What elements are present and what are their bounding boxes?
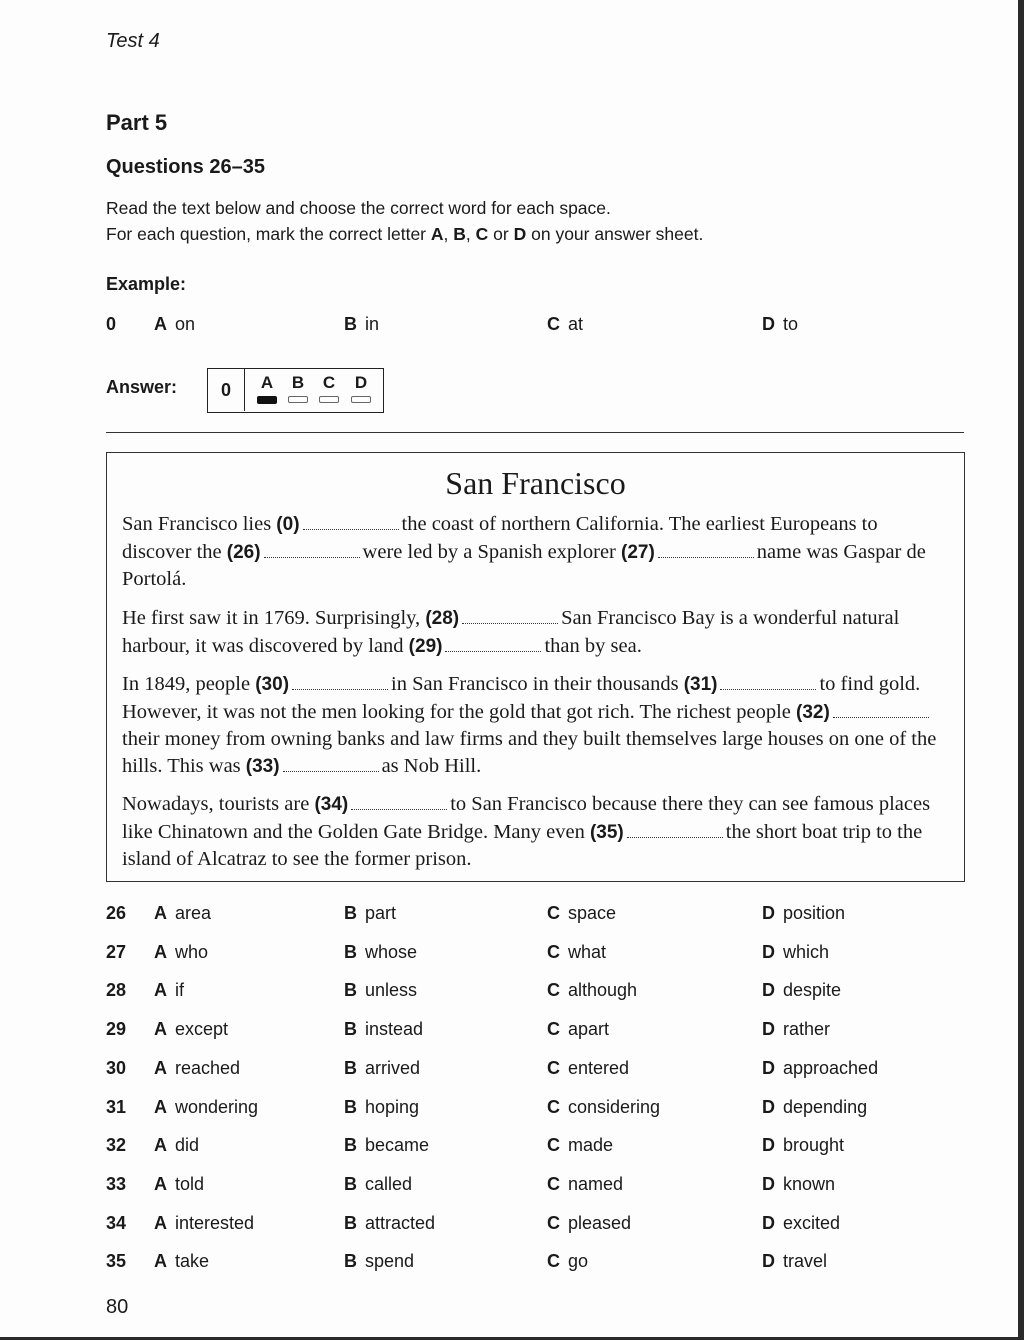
question-option-c: C space [547,903,617,923]
question-option-b: B attracted [344,1212,436,1233]
question-option-d: D depending [762,1096,868,1117]
test-label: Test 4 [106,30,160,52]
question-option-c: C named [547,1173,624,1194]
passage-title: San Francisco [445,465,626,501]
question-row [106,1174,966,1200]
question-number: 26 [106,903,127,923]
question-option-a: A reached [154,1057,241,1078]
question-option-c: C go [547,1251,589,1272]
example-option-a: A on [154,314,196,334]
question-option-a: A area [154,903,212,923]
answer-bubble-b: B [285,373,311,403]
question-row [106,1135,966,1161]
questions-range: Questions 26–35 [106,156,265,178]
question-option-a: A wondering [154,1096,259,1117]
question-option-a: A did [154,1135,200,1156]
question-row [106,903,966,929]
question-option-d: D rather [762,1019,831,1040]
question-option-a: A told [154,1173,205,1194]
example-option-b: B in [344,314,380,334]
passage-paragraph-4: Nowadays, tourists are (34) to San Francisco because there they can see famous places like Chinatown and the Golden Gate Bridge. Many even (35) the short boat trip to the island of Alcatraz to see the former prison. [122,793,931,870]
question-option-d: D approached [762,1057,879,1078]
question-option-d: D known [762,1173,836,1194]
answer-bubble-a: A [254,373,280,404]
question-number: 35 [106,1251,127,1272]
question-option-a: A take [154,1251,210,1272]
question-number: 28 [106,980,127,1001]
question-option-d: D position [762,903,846,923]
passage-paragraph-3: In 1849, people (30) in San Francisco in their thousands (31) to find gold. However, it was not the men looking for the gold that got rich. The richest people (32)their money from owning banks and law firms and they built themselves large houses on one of the hills. This was (33) as Nob Hill. [122,673,937,777]
empty-bubble-icon [351,396,371,403]
question-option-c: C pleased [547,1212,632,1233]
example-number: 0 [106,314,117,334]
question-number: 30 [106,1057,127,1078]
question-option-d: D brought [762,1135,845,1156]
question-option-d: D which [762,941,830,962]
question-option-b: B whose [344,941,418,962]
passage-paragraph-2: He first saw it in 1769. Surprisingly, (28) San Francisco Bay is a wonderful natural harbour, it was discovered by land (29) than by sea. [122,607,900,657]
question-option-c: C apart [547,1019,610,1040]
question-option-b: B unless [344,980,418,1001]
question-option-a: A if [154,980,184,1001]
question-option-b: B spend [344,1251,415,1272]
question-option-b: B part [344,903,397,923]
question-option-c: C considering [547,1096,661,1117]
question-option-d: D travel [762,1251,828,1272]
question-row [106,1019,966,1045]
question-number: 29 [106,1019,127,1040]
example-option-c: C at [547,314,584,334]
question-row [106,980,966,1006]
question-option-c: C what [547,941,607,962]
question-option-b: B instead [344,1019,424,1040]
instruction-line-1: Read the text below and choose the correct word for each space. [106,198,611,218]
page-edge [1018,0,1024,1340]
instruction-line-2: For each question, mark the correct letter A, B, C or D on your answer sheet. [106,224,704,244]
answer-number: 0 [208,369,245,411]
example-row [106,314,966,340]
question-option-c: C made [547,1135,614,1156]
passage-paragraph-1: San Francisco lies (0) the coast of northern California. The earliest Europeans to discover the (26) were led by a Spanish explorer (27) name was Gaspar de Portolá. [122,513,926,590]
filled-bubble-icon [257,396,277,404]
question-option-c: C entered [547,1057,630,1078]
answer-bubble-c: C [316,373,342,403]
question-option-a: A except [154,1019,229,1040]
answer-bubble-d: D [348,373,374,403]
question-row [106,942,966,968]
question-row [106,1097,966,1123]
page-number: 80 [106,1296,129,1318]
answer-grid [207,368,384,413]
question-row [106,1251,966,1277]
question-option-a: A who [154,941,209,962]
empty-bubble-icon [288,396,308,403]
empty-bubble-icon [319,396,339,403]
question-number: 31 [106,1096,127,1117]
question-row [106,1213,966,1239]
question-row [106,1058,966,1084]
part-title: Part 5 [106,110,168,135]
question-number: 34 [106,1212,127,1233]
question-option-d: D despite [762,980,842,1001]
answer-label: Answer: [106,377,178,397]
question-option-b: B arrived [344,1057,421,1078]
question-option-a: A interested [154,1212,255,1233]
example-label: Example: [106,274,187,294]
divider [106,432,964,433]
question-option-d: D excited [762,1212,841,1233]
question-number: 27 [106,941,127,962]
example-option-d: D to [762,314,799,334]
question-option-b: B became [344,1135,430,1156]
question-number: 33 [106,1173,127,1194]
passage-box [106,452,965,882]
question-option-b: B hoping [344,1096,420,1117]
question-option-b: B called [344,1173,413,1194]
question-option-c: C although [547,980,638,1001]
question-number: 32 [106,1135,127,1156]
